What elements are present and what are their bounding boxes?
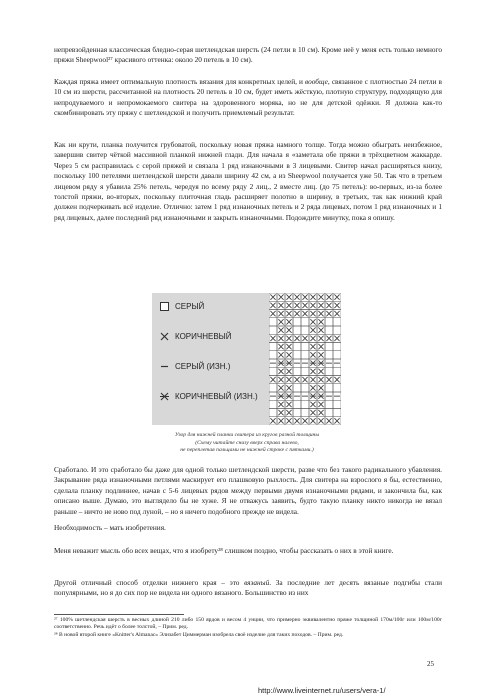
caption-line-2: (Схему читайте снизу вверх справа налево,	[195, 439, 299, 446]
paragraph-hem-lead: Другой отличный способ отделки нижнего края – это	[54, 578, 240, 587]
chart-legend	[152, 293, 272, 425]
page-number: 25	[427, 660, 434, 668]
watermark-url: http://www.liveinternet.ru/users/vera-1/	[258, 686, 386, 695]
legend-item-brown	[160, 332, 232, 341]
paragraph-result: Сработало. И это сработало бы даже для одной только шетлендской шерсти, разве что без такого радикального убавления. Закрывание ряда изнаночными петлями маскирует его плашковую рыхлость. Для свитера на взрослого я бы, естественно, сделала планку подлиннее, начав с 5-6 лицевых рядов между первыми двумя изнаночными рядами, и закончила бы, как описано выше. Думаю, это выглядело бы не хуже. Я не отважусь заявить, будто такую планку никто никогда не вязал раньше – ничто не ново под луной, – но я ничего подобного прежде не видела.	[54, 465, 442, 516]
legend-label: КОРИЧНЕВЫЙ (ИЗН.)	[175, 392, 258, 401]
paragraph-hem-emphasis: вязаный	[244, 578, 270, 587]
paragraph-gauge-emphasis: вообще	[305, 77, 328, 86]
paragraph-intro: непревзойденная классическая бледно-серая шетлендская шерсть (24 петли в 10 см). Кроме неё у меня есть только немного пряжи Sheepwool²⁷ красивого оттенка: около 20 петель в 10 см).	[54, 45, 442, 65]
legend-item-brown-purl	[160, 392, 258, 401]
legend-item-gray-purl	[160, 362, 230, 371]
empty-square-icon	[160, 302, 169, 311]
legend-label: СЕРЫЙ	[175, 302, 205, 311]
footnote-28: ²⁸ В новой второй книге «Knitter's Almanac» Элизабет Циммерман изобрела своё изделие для таких походов. – Прим. ред.	[54, 632, 344, 638]
footnote-rule	[54, 614, 184, 615]
paragraph-hem-rest: . За последние лет десять вязаные подгибы стали популярными, но я до сих пор не видела ни одного вязаного. Большинство из них	[54, 578, 443, 598]
figure-caption	[150, 432, 344, 455]
paragraph-gauge	[54, 77, 442, 119]
dash-icon	[160, 362, 169, 371]
paragraph-hem	[54, 578, 442, 599]
paragraph-gauge-rest: , связанное с плотностью 24 петли в 10 см из шерсти, рассчитанной на плотность 20 петель в 10 см, будет иметь жёсткую, плотную структуру, подходящую для непродуваемого и непромокаемого свитера на здоровенного моряка, но не для детской одёжки. Я должна как-то скомбинировать эту пряжу с шетлендской и получить приемлемый результат.	[54, 77, 442, 118]
legend-label: КОРИЧНЕВЫЙ	[175, 332, 232, 341]
x-icon	[160, 332, 169, 341]
legend-item-gray	[160, 302, 204, 311]
paragraph-method: Как ни крути, планка получится грубоватой, поскольку новая пряжа намного толще. Тогда можно обыграть неизбежное, завершив свитер чёткой массивной планкой нижней глади. Для начала я «заметала обе пряжи в трёхцветном жаккарде. Через 5 см расправилась с серой пряжей и связала 1 ряд изнаночными в 3 лицевыми. Свитер начал расширяться книзу, поскольку 100 петелями шетлендской шерсти давали ширину 42 см, а из Sheepwool получается уже 50. Так что в третьем лицевом ряду я убавила 25% петель, чередуя по всему ряду 2 лиц., 2 вместе лиц. (до 75 петель): во-первых, из-за более толстой пряжи, во-вторых, поскольку плиточная гладь расширяет полотно в ширину, в третьих, так как нижний край должен подчеркивать всё изделие. Отлично: затем 1 ряд изнаночных петель и 2 ряда лицевых, потом 1 ряд изнаночных и 1 ряд лицевых, далее последний ряд изнаночными и закрыть изнаночными. Подождите минутку, пока я опишу.	[54, 140, 442, 222]
paragraph-necessity: Необходимость – мать изобретения.	[54, 523, 166, 532]
x-dash-icon	[160, 392, 169, 401]
pattern-grid	[269, 293, 341, 425]
paragraph-gauge-lead: Каждая пряжа имеет оптимальную плотность вязания для конкретных целей, и	[54, 77, 303, 86]
footnote-27: ²⁷ 100% шетлендская шерсть в весных длиной 210 либо 150 ярдов и весом 4 унции, что примерно эквивалентно пряже толщиной 170м/100г или 100м/100г соответственно. Речь идёт о более толстой, – Прим. ред.	[54, 617, 442, 631]
paragraph-inventions: Меня неважит мысль обо всех вещах, что я изобрету²⁸ слишком поздно, чтобы рассказать о них в этой книге.	[54, 546, 394, 555]
caption-line-1: Узор для нижней планки свитера из кругов разной толщины	[174, 432, 320, 438]
legend-label: СЕРЫЙ (ИЗН.)	[175, 362, 231, 371]
caption-line-3: не переплетая пальцами не нижней строке с пятками.)	[180, 447, 314, 453]
